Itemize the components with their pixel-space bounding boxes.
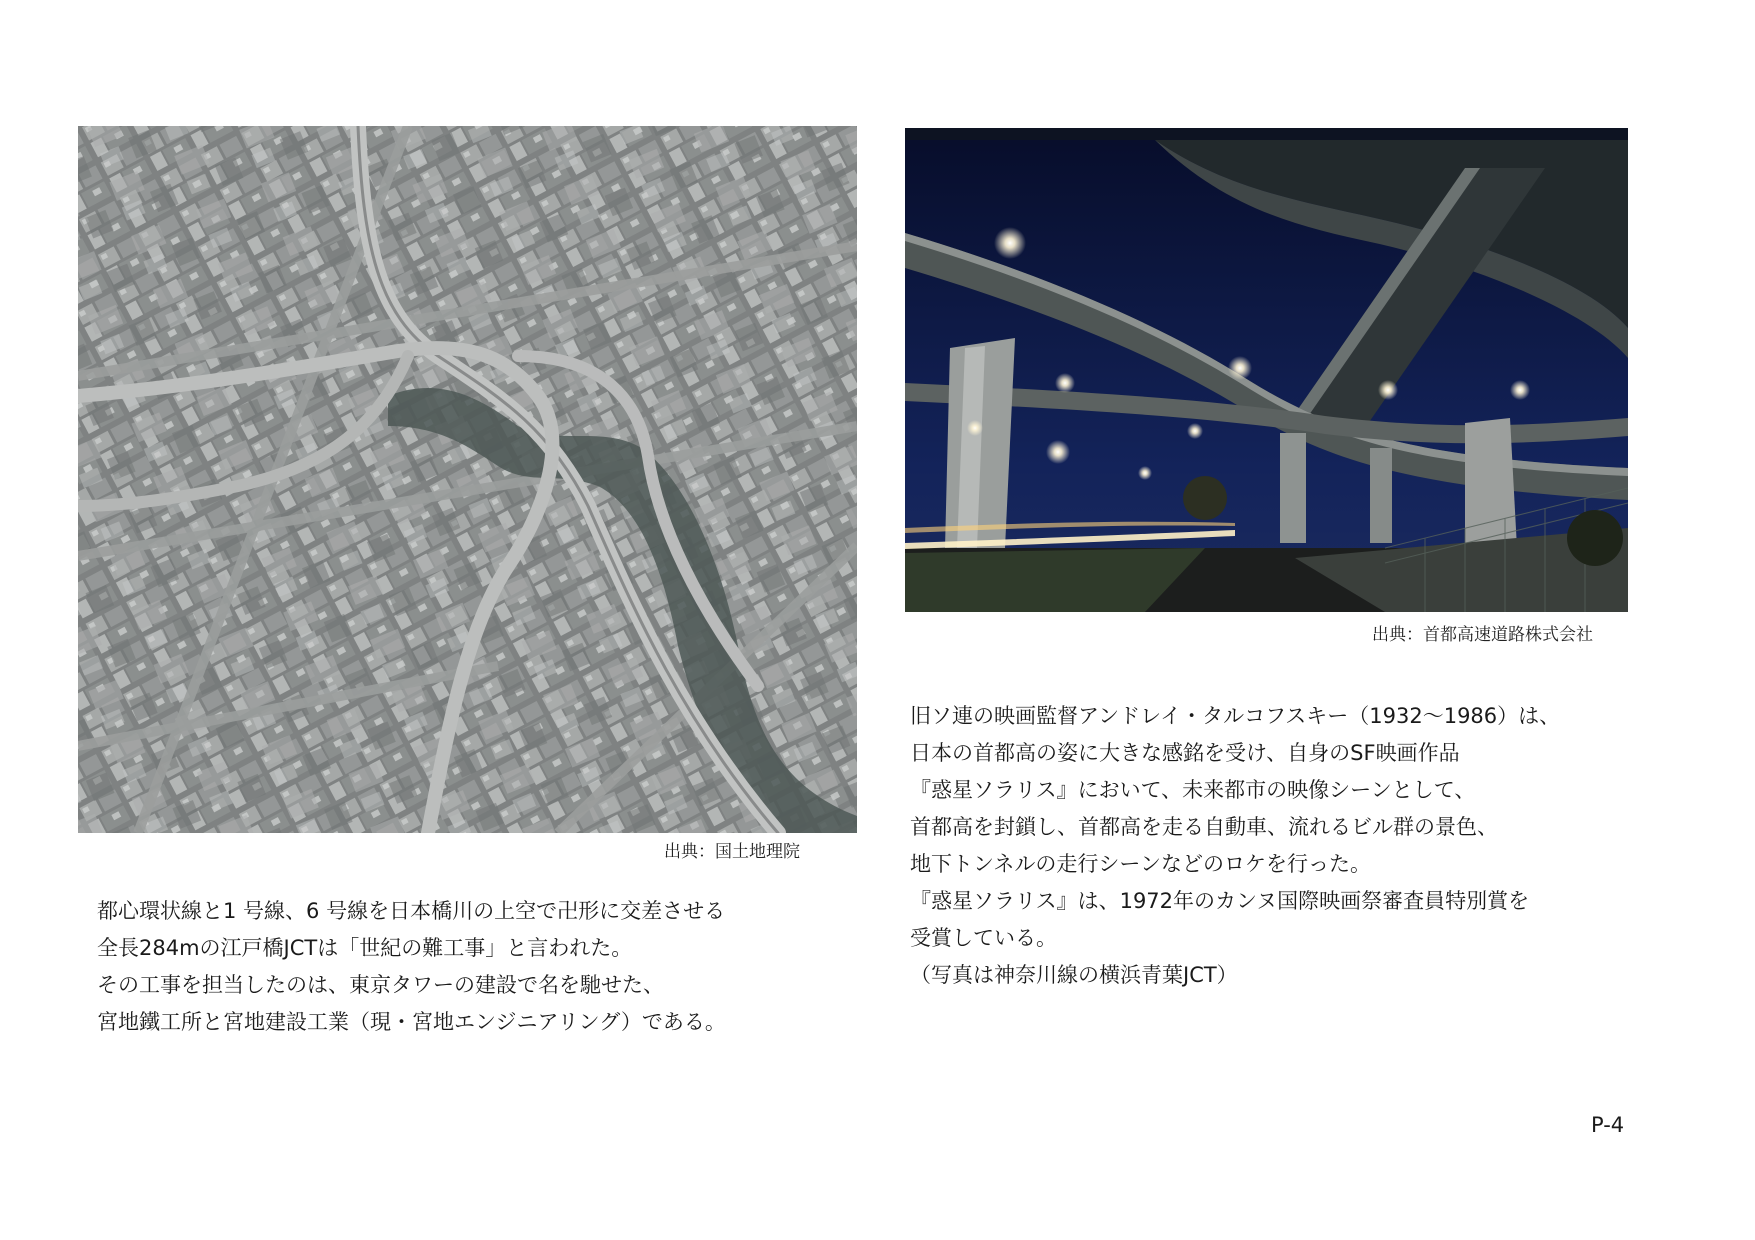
text-line: その工事を担当したのは、東京タワーの建設で名を馳せた、: [97, 973, 664, 997]
text-line: 旧ソ連の映画監督アンドレイ・タルコフスキー（1932〜1986）は、: [910, 704, 1561, 728]
aerial-photo-credit: 出典：国土地理院: [664, 842, 800, 862]
text-line: 『惑星ソラリス』において、未来都市の映像シーンとして、: [910, 778, 1476, 802]
night-junction-photo: [905, 128, 1628, 612]
aerial-photo-graphic: [78, 126, 857, 833]
text-line: 宮地鐵工所と宮地建設工業（現・宮地エンジニアリング）である。: [97, 1010, 726, 1034]
night-junction-photo-graphic: [905, 128, 1628, 612]
text-line: 全長284mの江戸橋JCTは「世紀の難工事」と言われた。: [97, 936, 633, 960]
page-number: P-4: [1591, 1113, 1625, 1137]
aerial-photo: [78, 126, 857, 833]
text-line: 受賞している。: [910, 926, 1057, 950]
text-line: （写真は神奈川線の横浜青葉JCT）: [910, 963, 1238, 987]
night-photo-credit: 出典：首都高速道路株式会社: [1372, 625, 1593, 645]
solaris-description: [910, 698, 1560, 994]
text-line: 首都高を封鎖し、首都高を走る自動車、流れるビル群の景色、: [910, 815, 1498, 839]
text-line: 都心環状線と1 号線、6 号線を日本橋川の上空で卍形に交差させる: [97, 899, 726, 923]
text-line: 日本の首都高の姿に大きな感銘を受け、自身のSF映画作品: [910, 741, 1460, 765]
text-line: 『惑星ソラリス』は、1972年のカンヌ国際映画祭審査員特別賞を: [910, 889, 1530, 913]
text-line: 地下トンネルの走行シーンなどのロケを行った。: [910, 852, 1371, 876]
edobashi-jct-description: [97, 893, 726, 1041]
